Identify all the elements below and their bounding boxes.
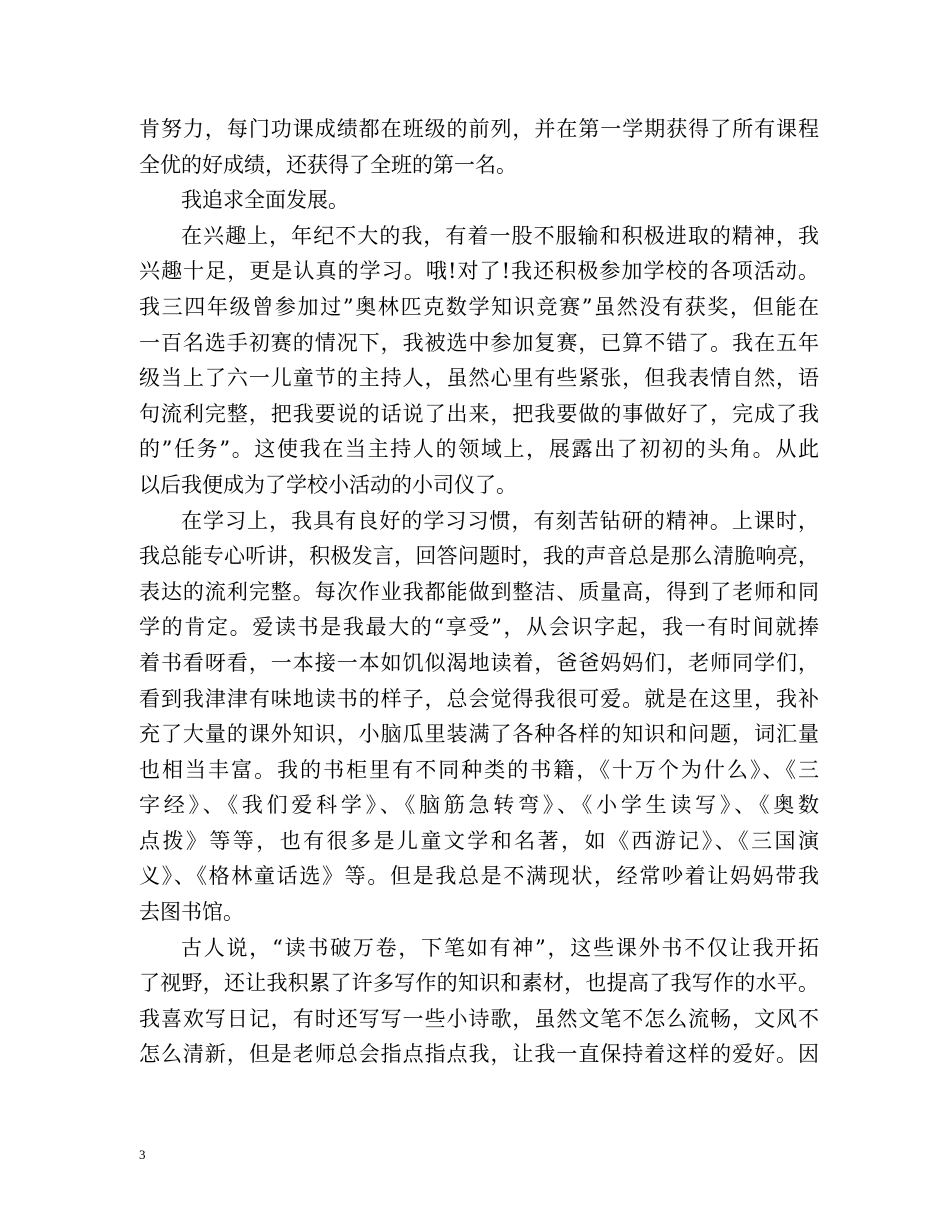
text-line: 看到我津津有味地读书的样子，总会觉得我很可爱。就是在这里，我补 <box>139 686 819 711</box>
text-line: 去图书馆。 <box>139 900 244 925</box>
text-line: 我追求全面发展。 <box>181 188 349 213</box>
text-line: 我喜欢写日记，有时还写写一些小诗歌，虽然文笔不怎么流畅，文风不 <box>139 1006 819 1031</box>
text-line: 级当上了六一儿童节的主持人，虽然心里有些紧张，但我表情自然，语 <box>139 366 819 391</box>
text-line: 的”任务”。这使我在当主持人的领域上，展露出了初初的头角。从此 <box>139 437 819 462</box>
text-line: 我总能专心听讲，积极发言，回答问题时，我的声音总是那么清脆响亮， <box>139 544 819 569</box>
text-line: 句流利完整，把我要说的话说了出来，把我要做的事做好了，完成了我 <box>139 401 819 426</box>
text-line: 表达的流利完整。每次作业我都能做到整洁、质量高，得到了老师和同 <box>139 579 819 604</box>
page-number: 3 <box>139 1147 146 1162</box>
text-line: 了视野，还让我积累了许多写作的知识和素材，也提高了我写作的水平。 <box>139 971 819 996</box>
text-line: 在兴趣上，年纪不大的我，有着一股不服输和积极进取的精神，我 <box>181 223 819 248</box>
text-line: 怎么清新，但是老师总会指点指点我，让我一直保持着这样的爱好。因 <box>139 1042 819 1067</box>
text-line: 我三四年级曾参加过”奥林匹克数学知识竞赛”虽然没有获奖，但能在 <box>139 294 819 319</box>
text-line: 学的肯定。爱读书是我最大的“享受”，从会识字起，我一有时间就捧 <box>139 615 819 640</box>
text-line: 古人说，“读书破万卷，下笔如有神”，这些课外书不仅让我开拓 <box>181 935 819 960</box>
text-line: 着书看呀看，一本接一本如饥似渴地读着，爸爸妈妈们，老师同学们， <box>139 650 819 675</box>
text-line: 全优的好成绩，还获得了全班的第一名。 <box>139 152 517 177</box>
text-line: 充了大量的课外知识，小脑瓜里装满了各种各样的知识和问题，词汇量 <box>139 722 819 747</box>
text-line: 在学习上，我具有良好的学习习惯，有刻苦钻研的精神。上课时， <box>181 508 819 533</box>
text-line: 兴趣十足，更是认真的学习。哦!对了!我还积极参加学校的各项活动。 <box>139 259 819 284</box>
text-line: 也相当丰富。我的书柜里有不同种类的书籍，《十万个为什么》、《三 <box>139 757 819 782</box>
text-line: 点拨》等等，也有很多是儿童文学和名著，如《西游记》、《三国演 <box>139 828 819 853</box>
text-line: 一百名选手初赛的情况下，我被选中参加复赛，已算不错了。我在五年 <box>139 330 819 355</box>
text-line: 义》、《格林童话选》等。但是我总是不满现状，经常吵着让妈妈带我 <box>139 864 819 889</box>
text-line: 以后我便成为了学校小活动的小司仪了。 <box>139 472 517 497</box>
body-text <box>139 112 819 1073</box>
text-line: 字经》、《我们爱科学》、《脑筋急转弯》、《小学生读写》、《奥数 <box>139 793 819 818</box>
text-line: 肯努力，每门功课成绩都在班级的前列，并在第一学期获得了所有课程 <box>139 117 819 141</box>
